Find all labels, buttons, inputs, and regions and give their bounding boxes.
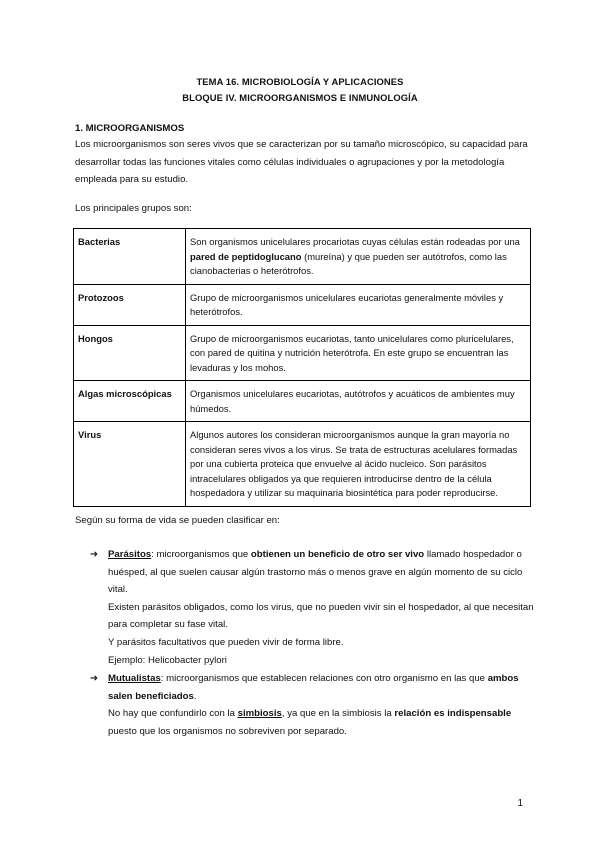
parasitos-definition: Parásitos: microorganismos que obtienen un beneficio de otro ser vivo llamado hospedador o huésped, al que suelen causar algún trastorno más o menos grave en algún momento de su ciclo vital.	[108, 549, 523, 596]
list-item-mutualistas	[90, 670, 540, 740]
table-row	[74, 422, 531, 507]
title-line-2: BLOQUE IV. MICROORGANISMOS E INMUNOLOGÍA	[182, 92, 418, 103]
intro-paragraph: Los microorganismos son seres vivos que se caracterizan por su tamaño microscópico, su capacidad para desarrollar todas las funciones vitales como células individuales o agrupaciones y por la metodología empleada para su estudio.	[75, 139, 528, 185]
group-name: Protozoos	[74, 284, 186, 325]
groups-table	[73, 228, 531, 507]
table-row	[74, 325, 531, 381]
term-parasitos: Parásitos	[108, 549, 152, 560]
group-description: Grupo de microorganismos unicelulares eucariotas generalmente móviles y heterótrofos.	[186, 284, 531, 325]
classification-label: Según su forma de vida se pueden clasificar en:	[75, 515, 280, 526]
mutualistas-definition: Mutualistas: microorganismos que establecen relaciones con otro organismo en las que ambos salen beneficiados.	[108, 673, 519, 702]
group-name: Virus	[74, 422, 186, 507]
groups-label: Los principales grupos son:	[75, 203, 192, 214]
arrow-icon: ➔	[90, 549, 99, 560]
group-name: Algas microscópicas	[74, 381, 186, 422]
group-name: Hongos	[74, 325, 186, 381]
list-item-parasitos	[90, 546, 540, 669]
group-description: Grupo de microorganismos eucariotas, tanto unicelulares como pluricelulares, con pared de quitina y nutrición heterótrofa. En este grupo se encuentran las levaduras y los mohos.	[186, 325, 531, 381]
group-description: Algunos autores los consideran microorganismos aunque la gran mayoría no consideran seres vivos a los virus. Se trata de estructuras acelulares formadas por una cubierta proteica que envuelve al ácido nucleico. Son parásitos intracelulares obligados ya que requieren introducirse dentro de la célula hospedadora y utilizar su maquinaria biosintética para poder reproducirse.	[186, 422, 531, 507]
group-description: Organismos unicelulares eucariotas, autótrofos y acuáticos de ambientes muy húmedos.	[186, 381, 531, 422]
parasitos-ejemplo: Ejemplo: Helicobacter pylori	[108, 654, 227, 666]
mutualistas-simbiosis: No hay que confundirlo con la simbiosis, ya que en la simbiosis la relación es indispensable puesto que los organismos no sobreviven por separado.	[108, 708, 512, 737]
group-name: Bacterias	[74, 229, 186, 285]
table-row	[74, 381, 531, 422]
table-row	[74, 229, 531, 285]
section-heading: 1. MICROORGANISMOS	[75, 123, 185, 134]
term-mutualistas: Mutualistas	[108, 673, 161, 684]
title-line-1: TEMA 16. MICROBIOLOGÍA Y APLICACIONES	[196, 76, 404, 87]
parasitos-facultativos: Y parásitos facultativos que pueden vivir de forma libre.	[108, 636, 344, 648]
table-row	[74, 284, 531, 325]
arrow-icon: ➔	[90, 673, 99, 684]
parasitos-obligados: Existen parásitos obligados, como los virus, que no pueden vivir sin el hospedador, al que necesitan para completar su fase vital.	[108, 601, 534, 631]
page-number: 1	[517, 798, 523, 809]
document-title	[0, 74, 600, 106]
group-description: Son organismos unicelulares procariotas cuyas células están rodeadas por una pared de peptidoglucano (mureína) y que pueden ser autótrofos, como las cianobacterias o heterótrofos.	[186, 229, 531, 285]
term-simbiosis: simbiosis	[237, 708, 282, 720]
